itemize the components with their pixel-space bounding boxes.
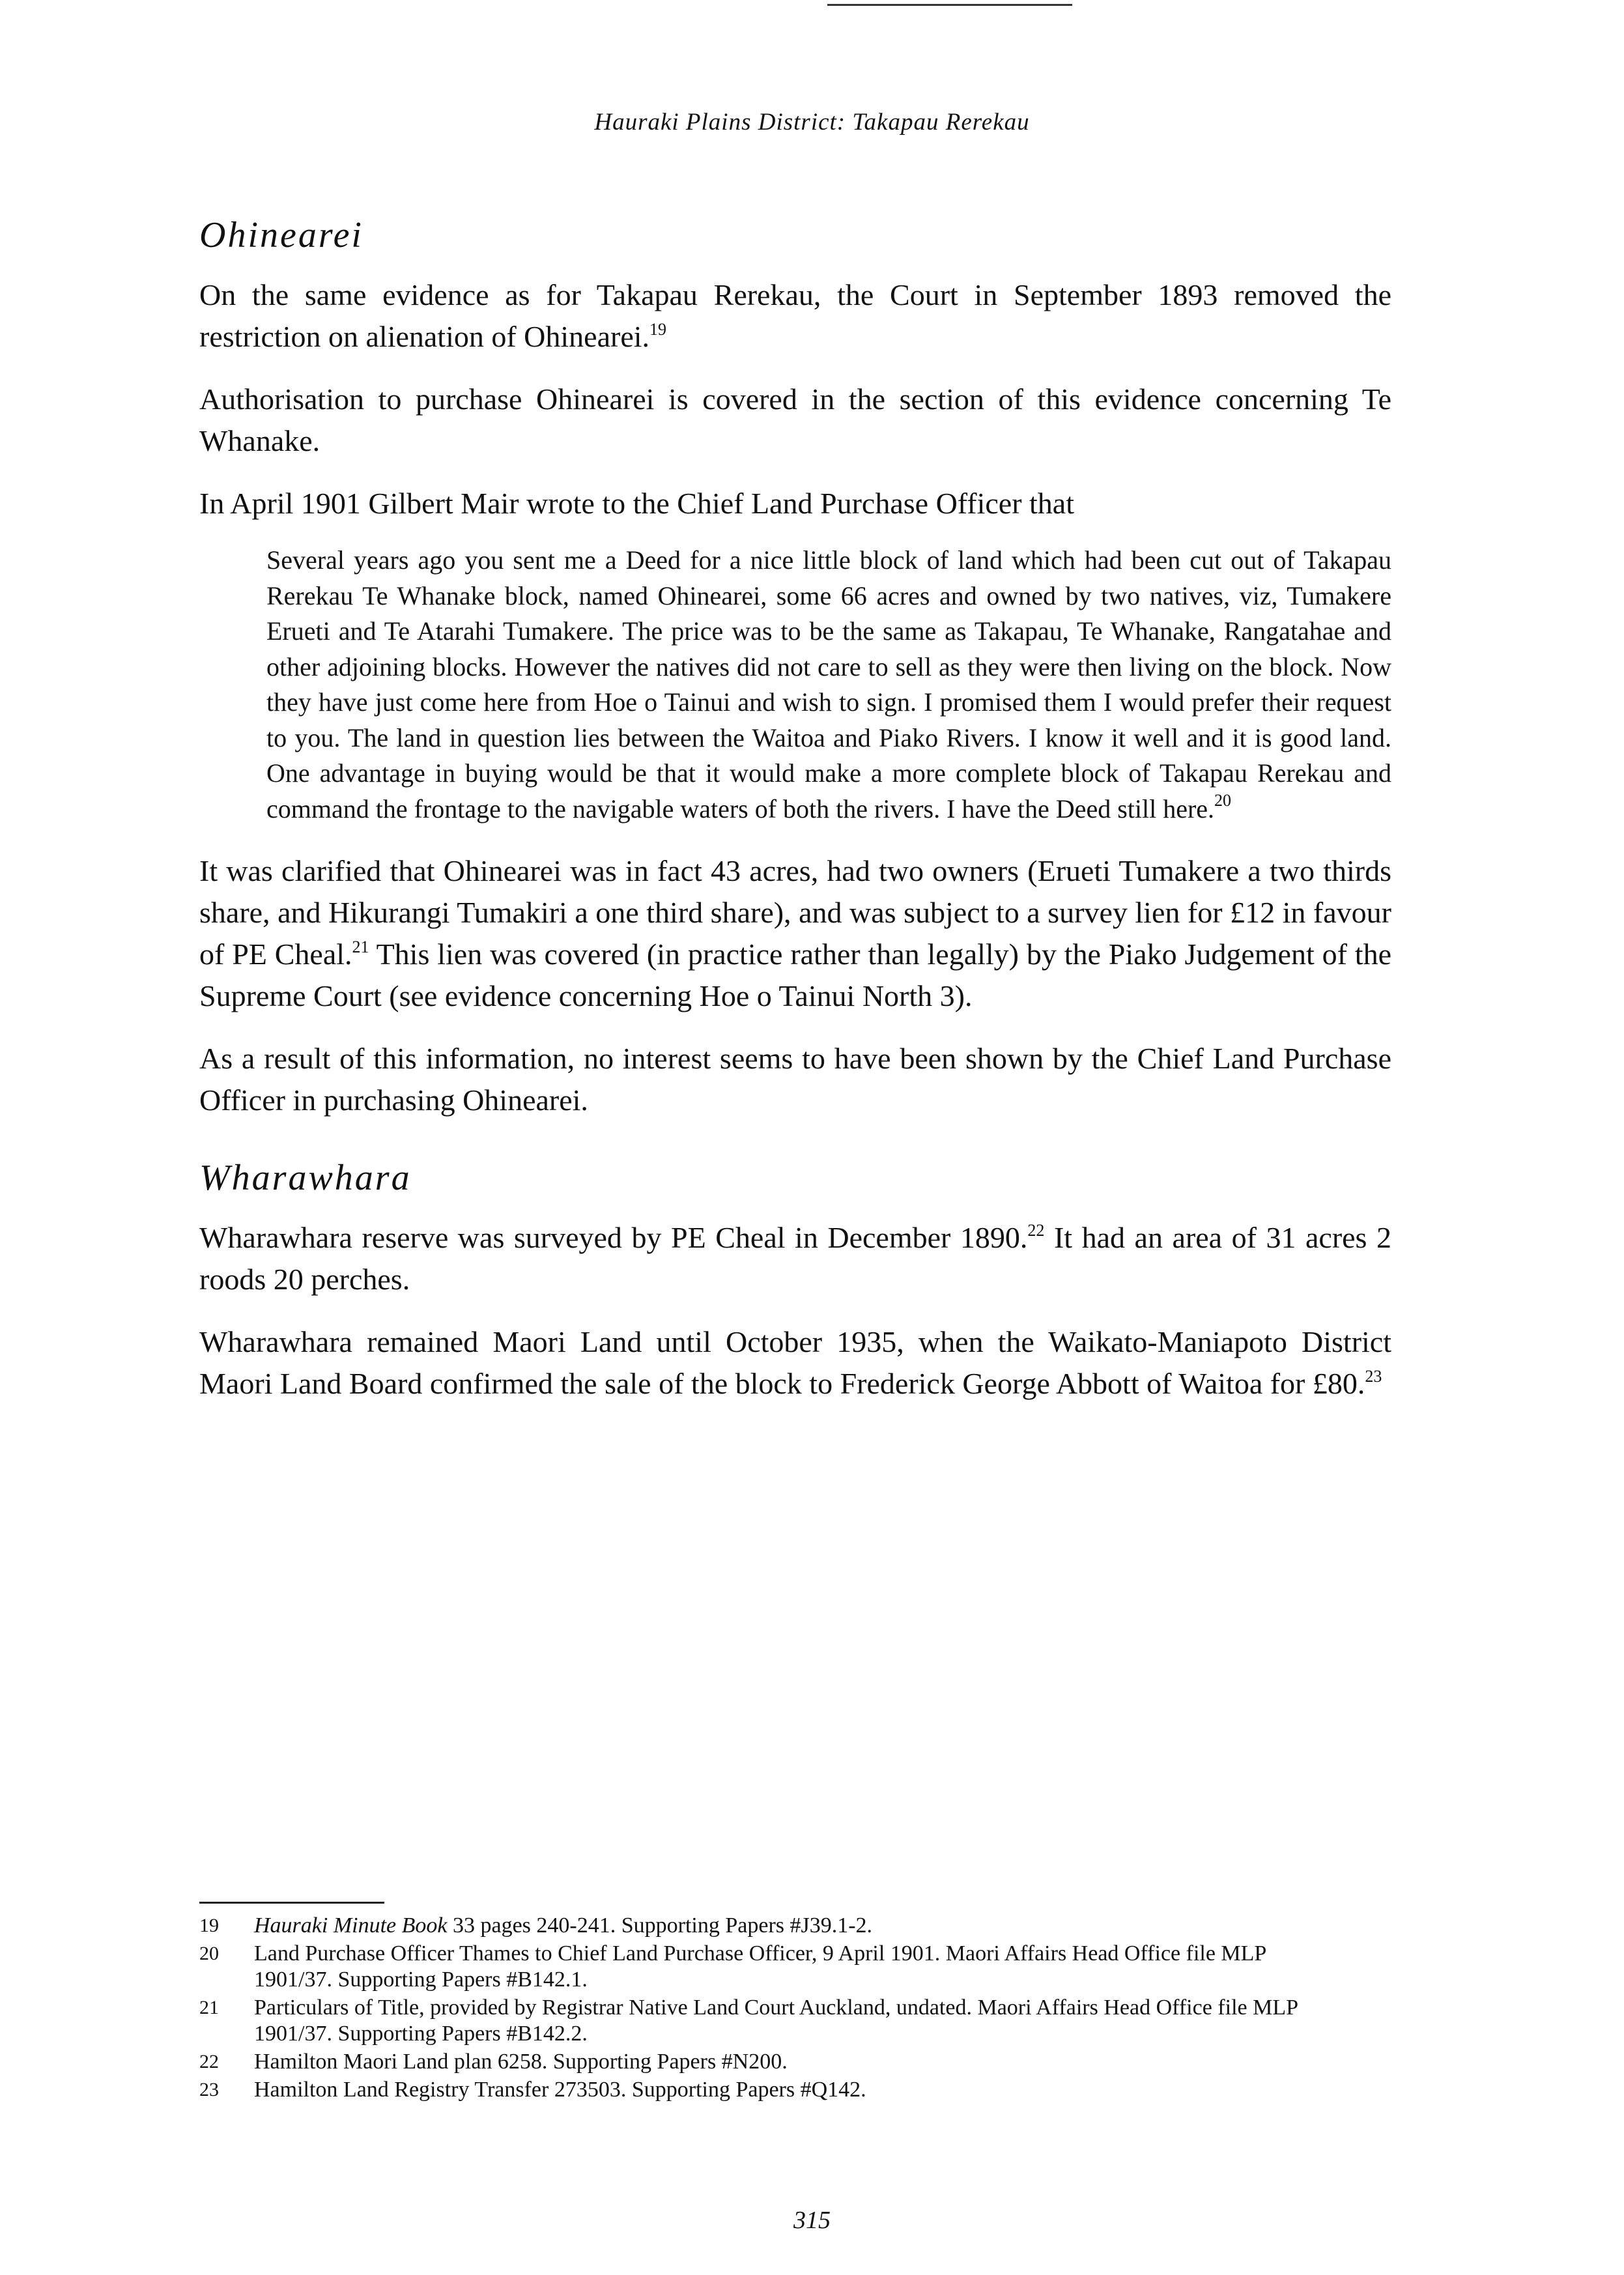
main-content [199,214,1391,1425]
paragraph-text: This lien was covered (in practice rather than legally) by the Piako Judgement of the Supreme Court (see evidence concerning Hoe o Tainui North 3). [199,937,1391,1013]
footnote [199,1995,1333,2047]
top-rule [827,4,1072,6]
paragraph-text: Wharawhara reserve was surveyed by PE Cheal in December 1890. [199,1221,1028,1255]
footnote-ref: 22 [1027,1221,1045,1240]
footnote-number: 23 [199,2079,219,2100]
footnote-text [254,1995,1333,2047]
quote-text: Several years ago you sent me a Deed for a nice little block of land which had been cut out of Takapau Rerekau Te Whanake block, named Ohinearei, some 66 acres and owned by two natives, viz, Tumakere Erueti and Te Atarahi Tumakere. The price was to be the same as Takapau, Te Whanake, Rangatahae and other adjoining blocks. However the natives did not care to sell as they were then living on the block. Now they have just come here from Hoe o Tainui and wish to sign. I promised them I would prefer their request to you. The land in question lies between the Waitoa and Piako Rivers. I know it well and it is good land. One advantage in buying would be that it would make a more complete block of Takapau Rerekau and command the frontage to the navigable waters of both the rivers. I have the Deed still here. [266,545,1391,823]
footnote-text [254,1913,1333,1939]
footnote-number: 21 [199,1997,219,2018]
paragraph: In April 1901 Gilbert Mair wrote to the Chief Land Purchase Officer that [199,487,1075,521]
footnote-separator [199,1902,384,1904]
footnote-number: 20 [199,1943,219,1964]
footnote-text [254,1941,1333,1993]
footnote-body: 33 pages 240-241. Supporting Papers #J39.1-2. [447,1913,873,1938]
page-number: 315 [793,2207,831,2234]
section-heading-ohinearei: Ohinearei [199,215,363,255]
block-quote [266,543,1391,827]
paragraph: As a result of this information, no interest seems to have been shown by the Chief Land Purchase Officer in purchasing Ohinearei. [199,1042,1391,1117]
footnote-text [254,2049,1333,2075]
footnote-ref: 20 [1214,790,1232,810]
paragraph-text: Wharawhara remained Maori Land until October 1935, when the Waikato-Maniapoto District Maori Land Board confirmed the sale of the block to Frederick George Abbott of Waitoa for £80. [199,1325,1391,1401]
footnotes [199,1913,1333,2105]
section-heading-wharawhara: Wharawhara [199,1158,412,1199]
footnote-body: Land Purchase Officer Thames to Chief Land Purchase Officer, 9 April 1901. Maori Affairs Head Office file MLP 1901/37. Supporting Papers #B142.1. [254,1941,1266,1992]
paragraph-text: On the same evidence as for Takapau Rerekau, the Court in September 1893 removed the restriction on alienation of Ohinearei. [199,278,1391,354]
footnote [199,2049,1333,2075]
footnote-ref: 23 [1365,1367,1382,1386]
footnote-number: 22 [199,2051,219,2072]
footnote-title: Hauraki Minute Book [254,1913,448,1938]
running-head: Hauraki Plains District: Takapau Rerekau [594,109,1030,136]
footnote-ref: 19 [649,320,667,339]
footnote [199,1913,1333,1939]
paragraph: Authorisation to purchase Ohinearei is covered in the section of this evidence concerning Te Whanake. [199,382,1391,458]
footnote-body: Hamilton Land Registry Transfer 273503. Supporting Papers #Q142. [254,2078,866,2102]
paragraph [199,274,1391,358]
footnote-ref: 21 [352,937,369,957]
paragraph [199,1217,1391,1300]
footnote-text [254,2077,1333,2103]
footnote [199,1941,1333,1993]
footnote-body: Particulars of Title, provided by Registrar Native Land Court Auckland, undated. Maori Affairs Head Office file MLP 1901/37. Supporting Papers #B142.2. [254,1996,1298,2046]
paragraph [199,850,1391,1017]
footnote [199,2077,1333,2103]
paragraph-text: It was clarified that Ohinearei was in fact 43 acres, had two owners (Erueti Tumakere a two thirds share, and Hikurangi Tumakiri a one third share), and was subject to a survey lien for £12 in favour of PE Cheal. [199,854,1391,971]
footnote-body: Hamilton Maori Land plan 6258. Supporting Papers #N200. [254,2050,788,2074]
footnote-number: 19 [199,1915,219,1936]
paragraph-text: It had an area of 31 acres 2 roods 20 perches. [199,1221,1391,1296]
paragraph [199,1321,1391,1405]
